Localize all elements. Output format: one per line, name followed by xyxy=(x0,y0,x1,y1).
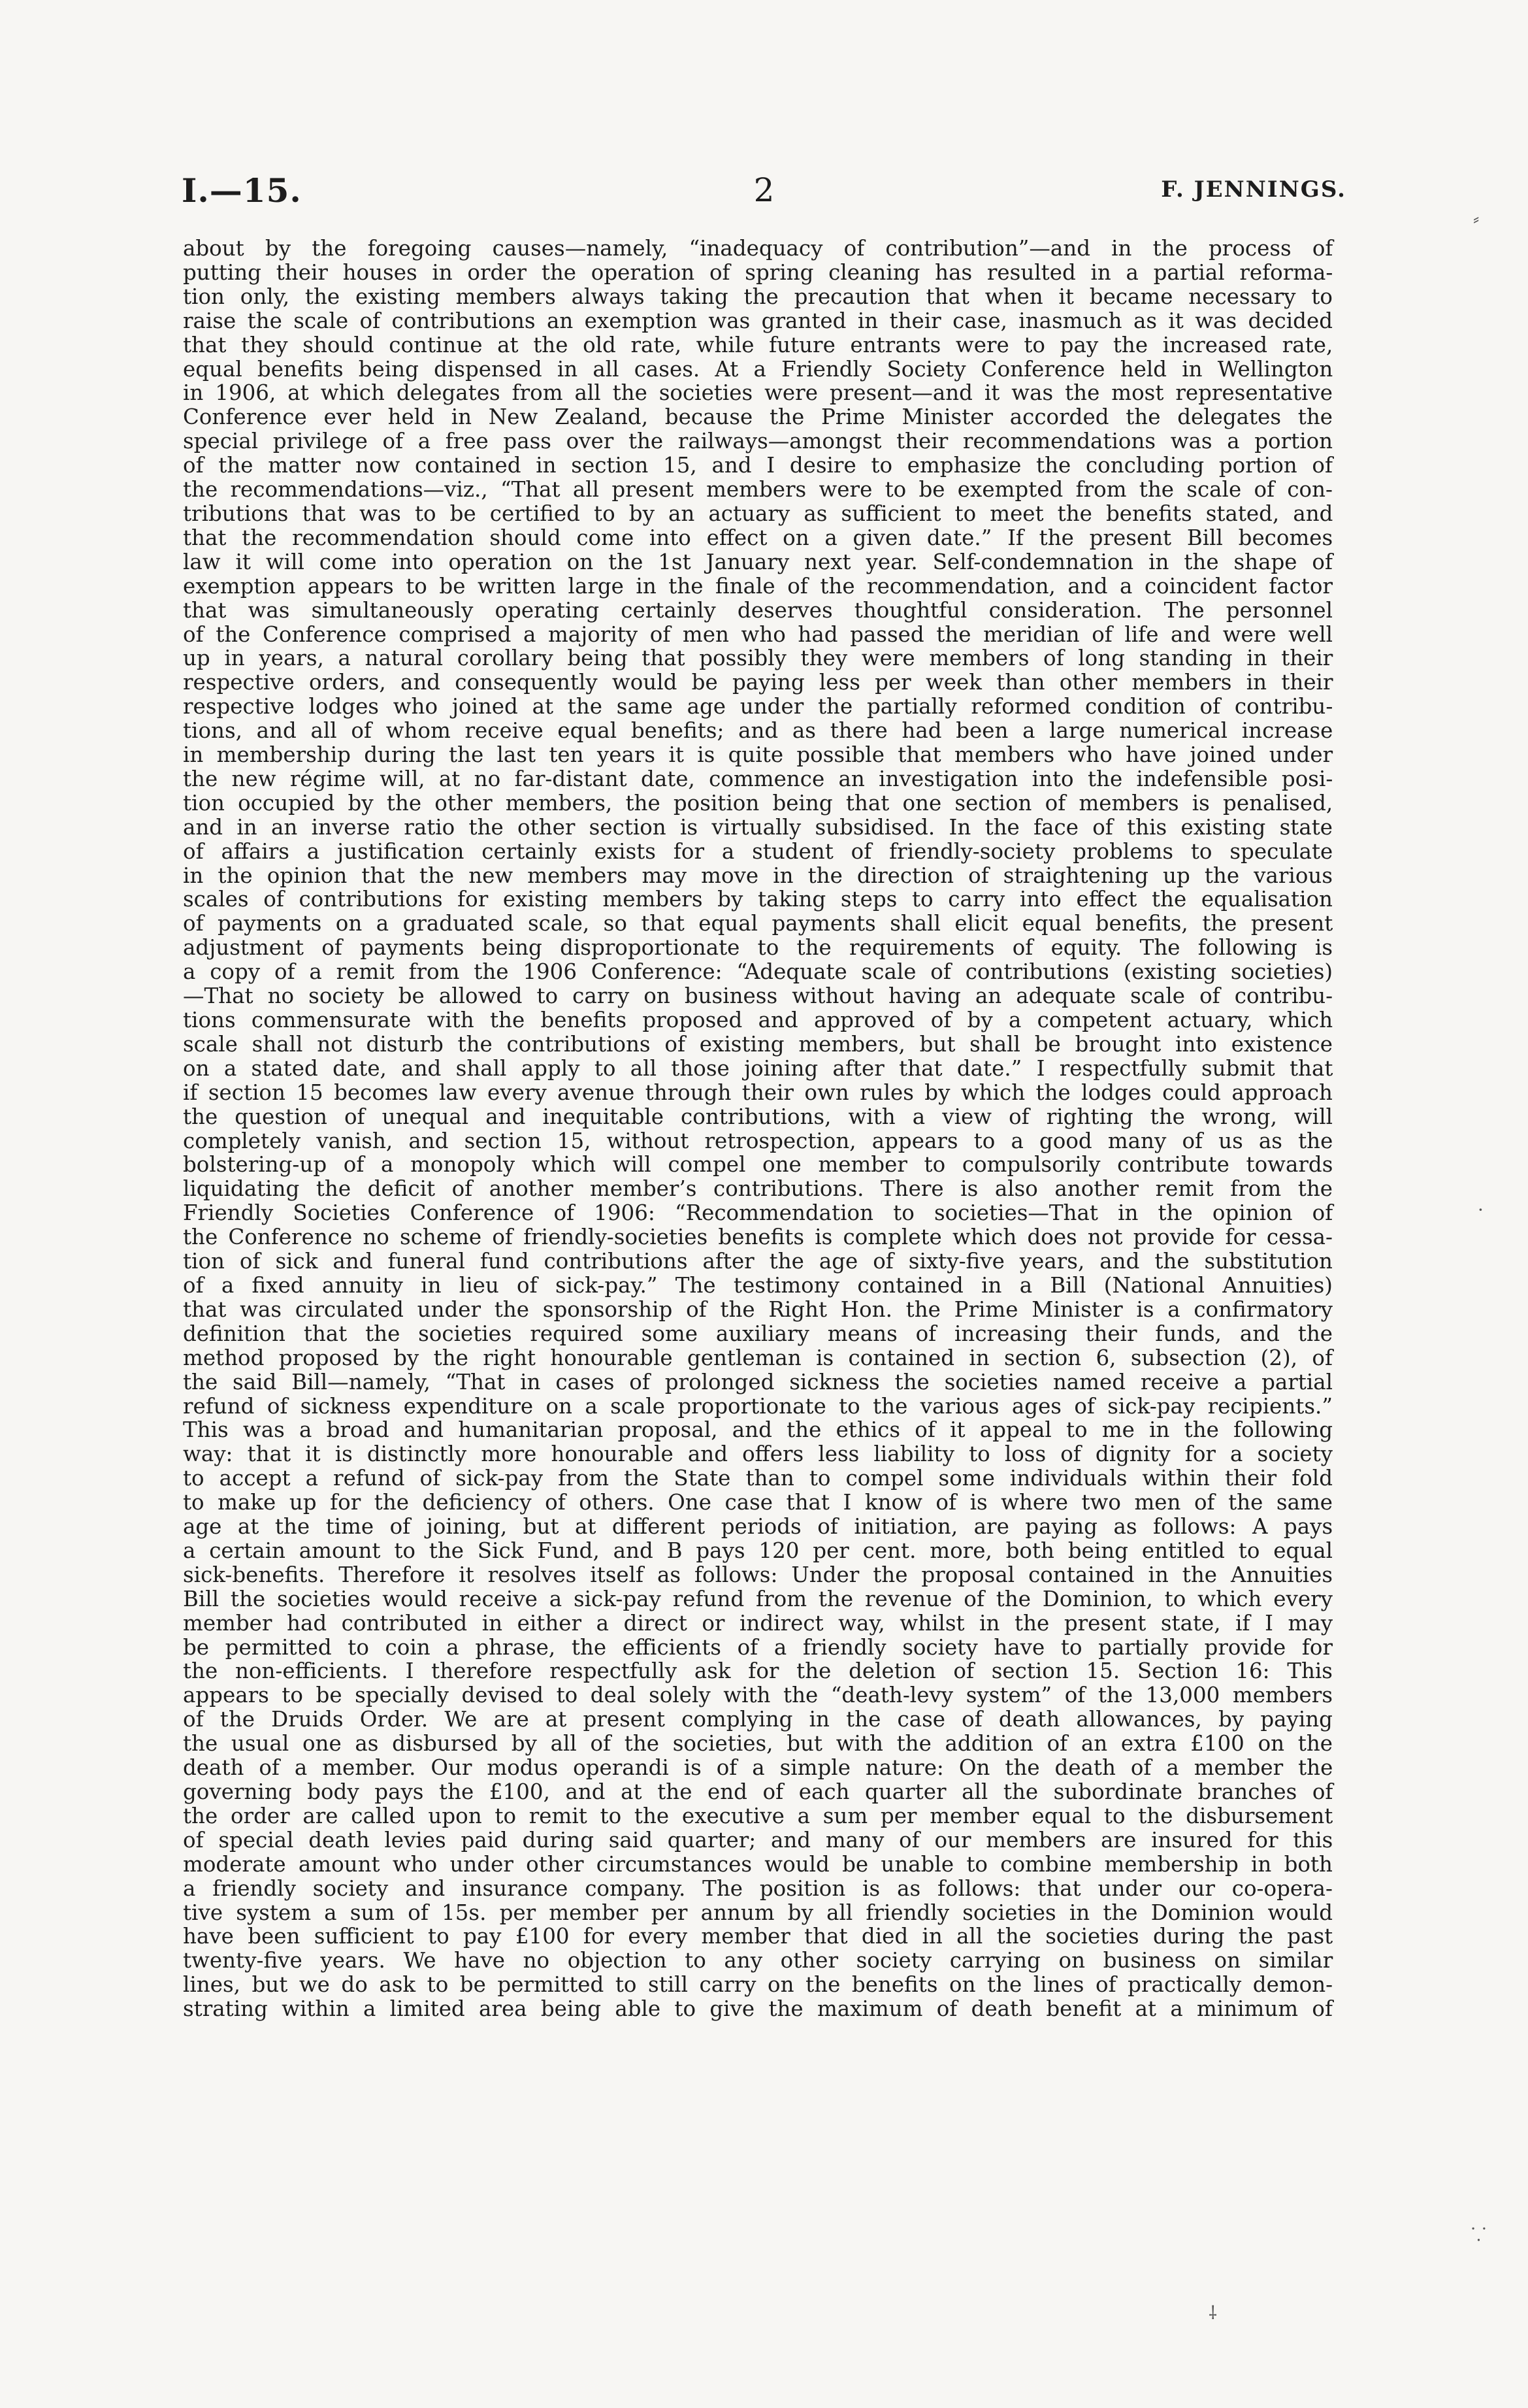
text-line: that they should continue at the old rate, while future entrants were to pay the increased rate, xyxy=(183,332,1333,357)
text-line: the Conference no scheme of friendly-societies benefits is complete which does not provide for cessa- xyxy=(183,1225,1333,1250)
text-line: completely vanish, and section 15, without retrospection, appears to a good many of us as the xyxy=(183,1128,1333,1153)
text-line: respective orders, and consequently would be paying less per week than other members in their xyxy=(183,670,1333,695)
text-line: the question of unequal and inequitable contributions, with a view of righting the wrong, will xyxy=(183,1104,1333,1129)
text-line: of the Druids Order. We are at present complying in the case of death allowances, by paying xyxy=(183,1707,1333,1732)
text-line: raise the scale of contributions an exemption was granted in their case, inasmuch as it was decided xyxy=(183,308,1333,333)
text-line: adjustment of payments being disproportionate to the requirements of equity. The following is xyxy=(183,935,1333,961)
text-line: definition that the societies required some auxiliary means of increasing their funds, and the xyxy=(183,1321,1333,1346)
text-line: special privilege of a free pass over the railways—amongst their recommendations was a portion xyxy=(183,429,1333,454)
text-line: Bill the societies would receive a sick-pay refund from the revenue of the Dominion, to which every xyxy=(183,1586,1333,1611)
text-line: putting their houses in order the operation of spring cleaning has resulted in a partial reforma- xyxy=(183,259,1333,285)
text-line: exemption appears to be written large in the finale of the recommendation, and a coincident factor xyxy=(183,573,1333,599)
text-line: a certain amount to the Sick Fund, and B pays 120 per cent. more, both being entitled to equal xyxy=(183,1538,1333,1563)
text-line: moderate amount who under other circumstances would be unable to combine membership in both xyxy=(183,1851,1333,1877)
text-line: a friendly society and insurance company. The position is as follows: that under our co-opera- xyxy=(183,1875,1333,1901)
text-line: tions, and all of whom receive equal benefits; and as there had been a large numerical increase xyxy=(183,718,1333,744)
text-line: about by the foregoing causes—namely, “inadequacy of contribution”—and in the process of xyxy=(183,236,1333,261)
text-line: of payments on a graduated scale, so that equal payments shall elicit equal benefits, the present xyxy=(183,911,1333,936)
text-line: lines, but we do ask to be permitted to still carry on the benefits on the lines of practically demon- xyxy=(183,1972,1333,1998)
text-line: if section 15 becomes law every avenue through their own rules by which the lodges could approach xyxy=(183,1080,1333,1105)
text-line: way: that it is distinctly more honourable and offers less liability to loss of dignity for a society xyxy=(183,1442,1333,1467)
text-line: tion of sick and funeral fund contributions after the age of sixty-five years, and the substitution xyxy=(183,1249,1333,1274)
text-line: —That no society be allowed to carry on business without having an adequate scale of contribu- xyxy=(183,983,1333,1009)
margin-mark: ⸪ xyxy=(1471,2224,1486,2245)
text-line: of the matter now contained in section 15, and I desire to emphasize the concluding portion of xyxy=(183,453,1333,478)
text-line: in 1906, at which delegates from all the societies were present—and it was the most representative xyxy=(183,380,1333,406)
text-line: to accept a refund of sick-pay from the State than to compel some individuals within their fold xyxy=(183,1466,1333,1491)
page-header xyxy=(182,171,1346,217)
text-line: twenty-five years. We have no objection to any other society carrying on business on similar xyxy=(183,1948,1333,1973)
text-line: up in years, a natural corollary being that possibly they were members of long standing in their xyxy=(183,646,1333,671)
text-line: of the Conference comprised a majority of men who had passed the meridian of life and were well xyxy=(183,621,1333,647)
text-line: bolstering-up of a monopoly which will compel one member to compulsorily contribute towards xyxy=(183,1152,1333,1178)
text-line: tions commensurate with the benefits proposed and approved of by a competent actuary, which xyxy=(183,1008,1333,1032)
text-line: law it will come into operation on the 1st January next year. Self-condemnation in the shape of xyxy=(183,549,1333,574)
text-line: Conference ever held in New Zealand, because the Prime Minister accorded the delegates the xyxy=(183,404,1333,430)
text-line: that was simultaneously operating certainly deserves thoughtful consideration. The personnel xyxy=(183,597,1333,623)
speaker-name: F. JENNINGS. xyxy=(1161,176,1346,203)
text-line: the usual one as disbursed by all of the societies, but with the addition of an extra £100 on the xyxy=(183,1731,1333,1757)
text-line: the order are called upon to remit to the executive a sum per member equal to the disbursement xyxy=(183,1803,1333,1828)
text-line: the said Bill—namely, “That in cases of prolonged sickness the societies named receive a partial xyxy=(183,1369,1333,1394)
text-line: appears to be specially devised to deal solely with the “death-levy system” of the 13,000 members xyxy=(183,1683,1333,1708)
text-line: the recommendations—viz., “That all present members were to be exempted from the scale of con- xyxy=(183,477,1333,503)
text-line: member had contributed in either a direct or indirect way, whilst in the present state, if I may xyxy=(183,1610,1333,1636)
text-line: in membership during the last ten years it is quite possible that members who have joined under xyxy=(183,742,1333,768)
text-line: to make up for the deficiency of others. One case that I know of is where two men of the same xyxy=(183,1490,1333,1515)
text-line: the non-efficients. I therefore respectfully ask for the deletion of section 15. Section 16: This xyxy=(183,1658,1333,1684)
text-line: of affairs a justification certainly exists for a student of friendly-society problems to speculate xyxy=(183,838,1333,864)
text-line: respective lodges who joined at the same age under the partially reformed condition of contribu- xyxy=(183,694,1333,719)
text-line: scales of contributions for existing members by taking steps to carry into effect the equalisation xyxy=(183,887,1333,912)
text-line: governing body pays the £100, and at the end of each quarter all the subordinate branches of xyxy=(183,1779,1333,1804)
body-paragraph xyxy=(183,237,1333,2021)
text-line: that the recommendation should come into effect on a given date.” If the present Bill becomes xyxy=(183,525,1333,550)
text-line: tive system a sum of 15s. per member per annum by all friendly societies in the Dominion would xyxy=(183,1900,1333,1925)
text-line: on a stated date, and shall apply to all those joining after that date.” I respectfully submit that xyxy=(183,1055,1333,1081)
text-line: equal benefits being dispensed in all cases. At a Friendly Society Conference held in Wellington xyxy=(183,356,1333,382)
page-number: 2 xyxy=(753,171,775,209)
margin-mark: ⸸ xyxy=(1209,2302,1218,2324)
text-line: have been sufficient to pay £100 for every member that died in all the societies during the past xyxy=(183,1924,1333,1949)
text-line: the new régime will, at no far-distant date, commence an investigation into the indefensible posi- xyxy=(183,766,1333,791)
text-line: of a fixed annuity in lieu of sick-pay.” The testimony contained in a Bill (National Annuities) xyxy=(183,1272,1333,1298)
text-line: tributions that was to be certified to by an actuary as sufficient to meet the benefits stated, and xyxy=(183,501,1333,526)
text-line: age at the time of joining, but at different periods of initiation, are paying as follows: A pays xyxy=(183,1514,1333,1540)
text-line: sick-benefits. Therefore it resolves itself as follows: Under the proposal contained in the Annuities xyxy=(183,1562,1333,1587)
text-line: refund of sickness expenditure on a scale proportionate to the various ages of sick-pay recipients.” xyxy=(183,1393,1333,1419)
text-line: of special death levies paid during said quarter; and many of our members are insured for this xyxy=(183,1827,1333,1853)
margin-mark: · xyxy=(1478,1199,1484,1221)
text-line: This was a broad and humanitarian proposal, and the ethics of it appeal to me in the following xyxy=(183,1417,1333,1443)
text-line: scale shall not disturb the contributions of existing members, but shall be brought into existence xyxy=(183,1031,1333,1057)
document-reference: I.—15. xyxy=(182,171,302,210)
text-line: tion only, the existing members always taking the precaution that when it became necessary to xyxy=(183,284,1333,309)
text-line: strating within a limited area being able to give the maximum of death benefit at a minimum of xyxy=(183,1996,1333,2022)
text-line: a copy of a remit from the 1906 Conference: “Adequate scale of contributions (existing societies) xyxy=(183,959,1333,985)
text-line: tion occupied by the other members, the position being that one section of members is penalised, xyxy=(183,790,1333,816)
text-line: method proposed by the right honourable gentleman is contained in section 6, subsection (2), of xyxy=(183,1345,1333,1370)
text-line: that was circulated under the sponsorship of the Right Hon. the Prime Minister is a confirmatory xyxy=(183,1296,1333,1322)
text-line: Friendly Societies Conference of 1906: “Recommendation to societies—That in the opinion of xyxy=(183,1200,1333,1226)
margin-mark: ⸗ xyxy=(1473,208,1480,229)
text-line: death of a member. Our modus operandi is of a simple nature: On the death of a member the xyxy=(183,1755,1333,1781)
text-line: be permitted to coin a phrase, the efficients of a friendly society have to partially provide for xyxy=(183,1634,1333,1660)
text-line: and in an inverse ratio the other section is virtually subsidised. In the face of this existing state xyxy=(183,814,1333,840)
text-line: liquidating the deficit of another member’s contributions. There is also another remit from the xyxy=(183,1176,1333,1202)
text-line: in the opinion that the new members may move in the direction of straightening up the various xyxy=(183,863,1333,888)
